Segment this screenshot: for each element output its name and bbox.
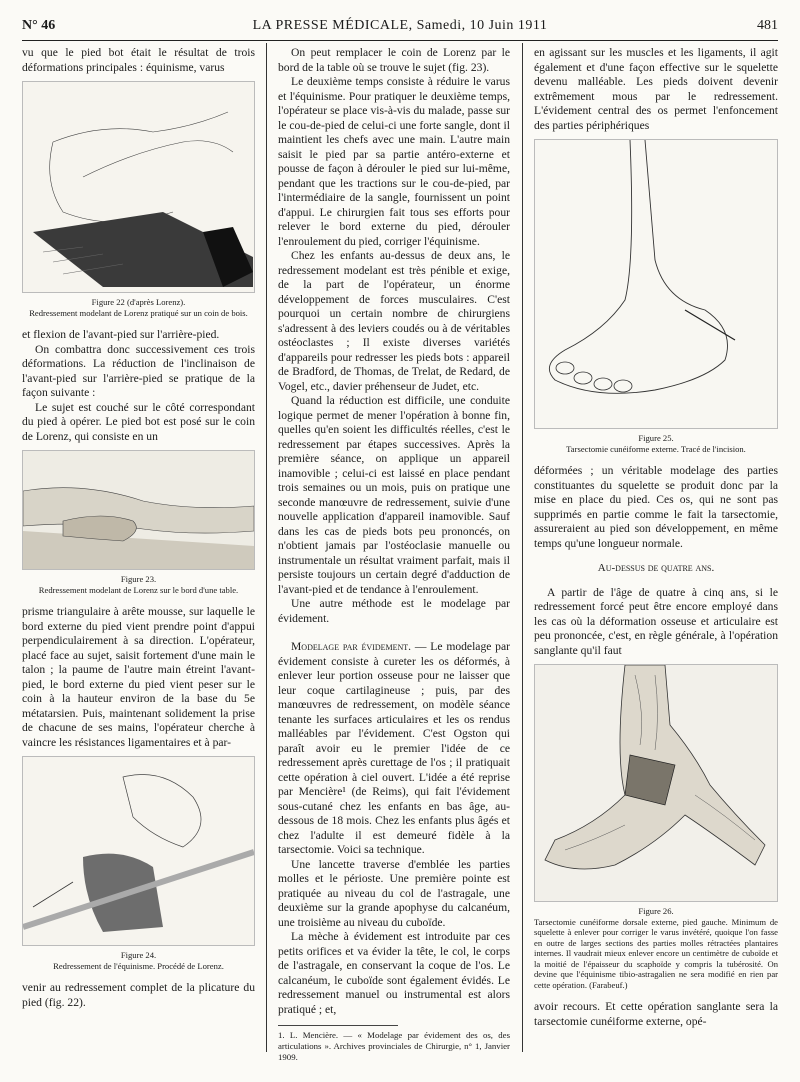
figure-23-illustration [22,450,255,570]
figure-22-caption [22,297,255,318]
paragraph [278,640,510,858]
figure-26-caption [534,906,778,990]
paragraph: vu que le pied bot était le résultat de trois déformations principales : équinisme, varus [22,46,255,74]
figure-number: Figure 26. [638,906,674,916]
figure-caption-text: Tarsectomie cunéiforme externe. Tracé de l'incision. [566,443,746,454]
figure-caption-text: Redressement modelant de Lorenz pratiqué sur un coin de bois. [29,307,248,318]
paragraph: Une lancette traverse d'emblée les parties molles et le périoste. Une première pointe est pratiquée au niveau du col de l'astragale, une deuxième sur la grande apophyse du calcanéum, une troisième au niveau du cuboïde. [278,857,510,929]
page-number: 481 [757,18,778,33]
paragraph: avoir recours. Et cette opération sanglante sera la tarsectomie cunéiforme externe, opé- [534,1000,778,1028]
issue-number: N° 46 [22,18,56,33]
paragraph: et flexion de l'avant-pied sur l'arrière-pied. [22,328,220,341]
paragraph-text: — Le modelage par évidement consiste à cureter les os déformés, à enlever leur portion osseuse pour ne laisser que leur coque cartilagineuse ; puis, par des manœuvres de redressement, on modèle séance tenante les surfaces articulaires et les os rendus malléables par l'évidement. C'est Ogston qui paraît avoir eu le premier l'idée de ce redressement après curettage de l'os ; il pratiquait cette opération à ciel ouvert. L'idée a été reprise par Mencière¹ (de Reims), qui fait l'évidement sous-cutané chez les enfants en bas âge, au-dessous de 18 mois. Chez les enfants plus âgés et chez l'adulte il est demeuré fidèle à la tarsectomie. Voici sa technique. [278,640,510,856]
running-header [22,18,778,38]
section-heading: Au-dessus de quatre ans. [597,562,715,574]
figure-24-illustration [22,756,255,946]
figure-25-caption [534,433,778,454]
column-2 [278,46,510,1063]
paragraph: venir au redressement complet de la plicature du pied (fig. 22). [22,981,255,1009]
paragraph: prisme triangulaire à arête mousse, sur laquelle le bord externe du pied vient prendre point d'appui perpendiculairement à sa direction. L'opérateur, placé face au sujet, saisit fortement d'une main le talon ; la paume de l'autre main étreint l'avant-pied, le bord externe du pied vient peser sur le coin à la hauteur environ de la base du 5e métatarsien. Puis, maintenant solidement la prise de chacune de ses mains, l'opérateur cherche à vaincre les résistances ligamentaires et à par- [22,605,255,749]
paragraph: On combattra donc successivement ces trois déformations. La réduction de l'inclinaison de l'avant-pied sur l'arrière-pied se pratique de la façon suivante : [22,342,255,399]
paragraph: A partir de l'âge de quatre à cinq ans, si le redressement forcé peut être encore employé dans les cas où la déformation osseuse et articulaire est peu prononcée, c'est, en règle générale, à l'opération sanglante qu'il faut [534,585,778,657]
figure-22-illustration [22,81,255,293]
paragraph: On peut remplacer le coin de Lorenz par le bord de la table où se trouve le sujet (fig. 23). [278,46,510,74]
column-divider-2 [522,43,523,1052]
figure-number: Figure 22 (d'après Lorenz). [91,297,186,307]
paragraph: déformées ; un véritable modelage des parties constituantes du squelette se produit donc par la mise en place du pied. Ces os, qui ne sont pas supprimés en partie comme le fait la tarsectomie, assureraient au pied son développement, en même temps qu'une longueur normale. [534,464,778,550]
figure-23-caption [22,574,255,595]
header-rule [22,40,778,41]
figure-number: Figure 23. [120,574,157,584]
paragraph: en agissant sur les muscles et les ligaments, il agit également et d'une façon effective sur le squelette devenu malléable. Les pieds doivent devenir extrêmement mous par le redressement. L'évidement central des os permet l'enfoncement des parties périphériques [534,46,778,132]
section-run-in-heading: Modelage par évidement. [291,640,412,653]
figure-caption-text: Redressement de l'équinisme. Procédé de Lorenz. [53,960,224,971]
figure-24-caption [22,950,255,971]
figure-number: Figure 24. [120,950,157,960]
figure-caption-text: Tarsectomie cunéiforme dorsale externe, pied gauche. Minimum de squelette à enlever pour corriger le varus invétéré, quoique l'on fasse en outre de larges sections des parties molles rétractées plantaires internes. Il vaudrait mieux enlever encore un centimètre de cuboïde et la moitié de l'épaisseur du scaphoïde y compris la tubérosité. On devine que l'équinisme tibio-astragalien ne sera modifié en rien par cette opération. (Farabeuf.) [534,916,778,990]
figure-number: Figure 25. [638,433,674,443]
column-1 [22,46,255,1010]
paragraph: Le deuxième temps consiste à réduire le varus et l'équinisme. Pour pratiquer le deuxième temps, l'opérateur se place vis-à-vis du malade, passe sur le cou-de-pied de celui-ci une forte sangle, dont il maintient les chefs avec une main. L'autre main saisit le pied par sa partie antéro-externe et pousse de façon à dérouler le pied sur lui-même, pendant que les tractions sur le cou-de-pied, par l'intermédiaire de la sangle, fournissent un point d'appui. Le chirurgien fait tous ses efforts pour relever le bord externe du pied, dérouler l'enroulement du pied, corriger l'équinisme. [278,75,510,248]
footnote: 1. L. Mencière. — « Modelage par évidement des os, des articulations ». Archives provinciales de Chirurgie, n° 1, Janvier 1909. [278,1030,510,1062]
figure-26-illustration [534,664,778,902]
paragraph: La mèche à évidement est introduite par ces petits orifices et va évider la tête, le col, le corps de l'astragale, en conservant la coque de l'os. Le calcanéum, le cuboïde sont également évidés. Le redressement manuel ou instrumental est alors pratiqué ; et, [278,930,510,1016]
paragraph: Chez les enfants au-dessus de deux ans, le redressement modelant est très pénible et exige, de la part de l'opérateur, un énorme développement de forces musculaires. C'est pourquoi un certain nombre de chirurgiens s'adressent à des leviers coudés ou à de véritables ostéoclastes ; Il existe diverses variétés d'appareils pour redresser les pieds bots : appareil de Bradford, de Thomas, de Trelat, de Redard, de Vogel, etc., davier préhenseur de Judet, etc. [278,249,510,393]
paragraph: Une autre méthode est le modelage par évidement. [278,597,510,625]
column-3 [534,46,778,1029]
figure-25-illustration [534,139,778,429]
journal-title: LA PRESSE MÉDICALE, Samedi, 10 Juin 1911 [252,18,548,33]
column-divider-1 [266,43,267,1052]
paragraph: Le sujet est couché sur le côté correspondant du pied à opérer. Le pied bot est posé sur le coin de Lorenz, qui consiste en un [22,400,255,443]
figure-caption-text: Redressement modelant de Lorenz sur le bord d'une table. [38,584,239,595]
paragraph: Quand la réduction est difficile, une conduite logique permet de mener l'opération à bonne fin, quelles qu'en soient les difficultés réelles, c'est le redressement par étapes successives. Après la première séance, on applique un appareil inamovible ; celui-ci est laissé en place pendant trois semaines ou un mois, puis on pratique une seconde manœuvre de redressement, suivie d'une nouvelle application d'appareil inamovible. Sauf dans les cas de pieds bots peu prononcés, on n'obtient jamais par l'ostéoclasie manuelle ou instrumentale un résultat vraiment parfait, mais il persiste toujours un certain degré d'adduction de l'avant-pied et de tendance à l'enroulement. [278,394,510,596]
